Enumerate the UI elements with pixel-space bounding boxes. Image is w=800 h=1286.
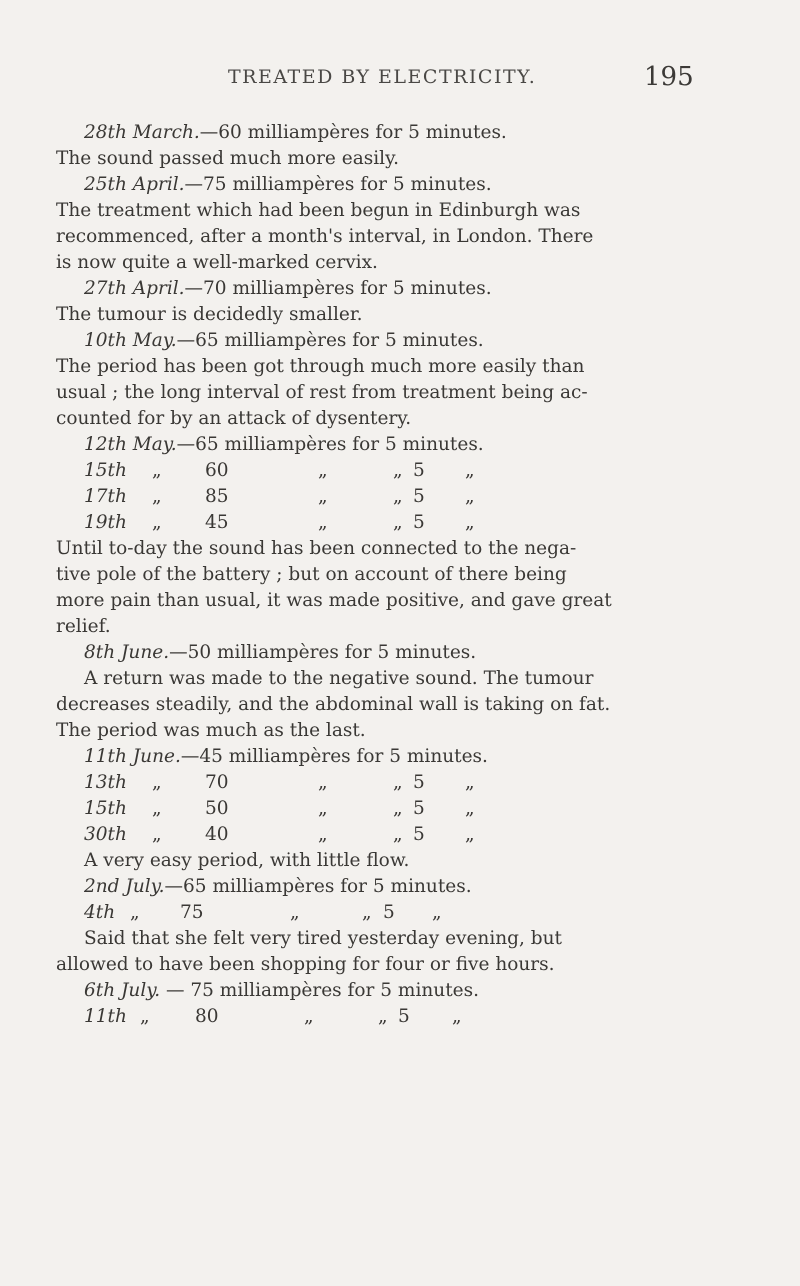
ditto-mark: „ <box>432 902 442 923</box>
ditto-mark: „ <box>152 824 162 845</box>
ditto-date: 11th <box>84 1006 127 1027</box>
entry-line <box>84 172 492 198</box>
ditto-mark: „ <box>318 486 328 507</box>
entry-dose: —65 milliampères for 5 minutes. <box>176 330 484 351</box>
entry-dose: —65 milliampères for 5 minutes. <box>176 434 484 455</box>
ditto-mark: „ <box>465 798 475 819</box>
ditto-milliamperes: 85 <box>205 486 229 507</box>
text-line: A return was made to the negative sound. The tumour <box>84 668 594 689</box>
text-line: recommenced, after a month's interval, in London. There <box>56 226 594 247</box>
ditto-row <box>0 796 800 822</box>
entry-date: 8th June. <box>84 642 170 663</box>
ditto-mark: „ <box>130 902 140 923</box>
ditto-date: 15th <box>84 460 127 481</box>
entry-date: 6th July. <box>84 980 161 1001</box>
ditto-row <box>0 484 800 510</box>
ditto-milliamperes: 70 <box>205 772 229 793</box>
entry-dose: —50 milliampères for 5 minutes. <box>169 642 477 663</box>
entry-dose: — 75 milliampères for 5 minutes. <box>160 980 479 1001</box>
ditto-minutes: 5 <box>413 512 425 533</box>
ditto-minutes: 5 <box>383 902 395 923</box>
ditto-minutes: 5 <box>413 824 425 845</box>
ditto-row <box>0 900 800 926</box>
ditto-row <box>0 510 800 536</box>
text-line: The treatment which had been begun in Edinburgh was <box>56 200 581 221</box>
ditto-date: 19th <box>84 512 127 533</box>
ditto-date: 4th <box>84 902 116 923</box>
ditto-date: 15th <box>84 798 127 819</box>
entry-dose: —60 milliampères for 5 minutes. <box>199 122 507 143</box>
entry-date: 28th March. <box>84 122 200 143</box>
ditto-mark: „ <box>465 512 475 533</box>
ditto-minutes: 5 <box>413 798 425 819</box>
ditto-mark: „ <box>152 486 162 507</box>
entry-dose: —75 milliampères for 5 minutes. <box>184 174 492 195</box>
ditto-mark: „ <box>465 460 475 481</box>
ditto-row <box>0 770 800 796</box>
text-line: relief. <box>56 616 111 637</box>
ditto-mark: „ <box>318 512 328 533</box>
ditto-mark: „ <box>152 798 162 819</box>
ditto-mark: „ <box>393 460 403 481</box>
entry-date: 2nd July. <box>84 876 165 897</box>
ditto-row <box>0 458 800 484</box>
entry-date: 10th May. <box>84 330 177 351</box>
ditto-milliamperes: 75 <box>180 902 204 923</box>
entry-line <box>84 744 488 770</box>
text-line: counted for by an attack of dysentery. <box>56 408 412 429</box>
ditto-mark: „ <box>465 486 475 507</box>
ditto-minutes: 5 <box>413 486 425 507</box>
ditto-mark: „ <box>318 460 328 481</box>
ditto-milliamperes: 60 <box>205 460 229 481</box>
text-line: decreases steadily, and the abdominal wall is taking on fat. <box>56 694 611 715</box>
ditto-minutes: 5 <box>398 1006 410 1027</box>
ditto-date: 30th <box>84 824 127 845</box>
entry-date: 11th June. <box>84 746 181 767</box>
ditto-date: 13th <box>84 772 127 793</box>
entry-date: 25th April. <box>84 174 185 195</box>
ditto-mark: „ <box>393 798 403 819</box>
text-line: allowed to have been shopping for four or five hours. <box>56 954 555 975</box>
ditto-milliamperes: 40 <box>205 824 229 845</box>
text-line: The sound passed much more easily. <box>56 148 399 169</box>
ditto-mark: „ <box>393 772 403 793</box>
ditto-minutes: 5 <box>413 460 425 481</box>
ditto-minutes: 5 <box>413 772 425 793</box>
ditto-mark: „ <box>318 772 328 793</box>
ditto-mark: „ <box>152 772 162 793</box>
entry-line <box>84 978 479 1004</box>
ditto-mark: „ <box>362 902 372 923</box>
ditto-milliamperes: 80 <box>195 1006 219 1027</box>
entry-line <box>84 874 472 900</box>
entry-date: 12th May. <box>84 434 177 455</box>
page-number: 195 <box>644 62 694 92</box>
ditto-mark: „ <box>465 824 475 845</box>
ditto-mark: „ <box>393 486 403 507</box>
entry-line <box>84 328 484 354</box>
ditto-mark: „ <box>393 512 403 533</box>
entry-line <box>84 432 484 458</box>
ditto-mark: „ <box>318 824 328 845</box>
ditto-mark: „ <box>304 1006 314 1027</box>
ditto-mark: „ <box>140 1006 150 1027</box>
text-line: more pain than usual, it was made positive, and gave great <box>56 590 612 611</box>
ditto-milliamperes: 50 <box>205 798 229 819</box>
text-line: The tumour is decidedly smaller. <box>56 304 363 325</box>
text-line: Said that she felt very tired yesterday evening, but <box>84 928 562 949</box>
ditto-mark: „ <box>465 772 475 793</box>
page-header <box>0 62 800 96</box>
entry-date: 27th April. <box>84 278 185 299</box>
ditto-date: 17th <box>84 486 127 507</box>
entry-dose: —70 milliampères for 5 minutes. <box>184 278 492 299</box>
ditto-mark: „ <box>393 824 403 845</box>
text-line: A very easy period, with little flow. <box>84 850 410 871</box>
ditto-mark: „ <box>318 798 328 819</box>
ditto-row <box>0 1004 800 1030</box>
entry-dose: —65 milliampères for 5 minutes. <box>164 876 472 897</box>
ditto-mark: „ <box>378 1006 388 1027</box>
ditto-mark: „ <box>290 902 300 923</box>
entry-line <box>84 120 507 146</box>
text-line: The period was much as the last. <box>56 720 366 741</box>
text-line: tive pole of the battery ; but on account of there being <box>56 564 567 585</box>
ditto-row <box>0 822 800 848</box>
entry-line <box>84 276 492 302</box>
text-line: The period has been got through much more easily than <box>56 356 585 377</box>
text-line: is now quite a well-marked cervix. <box>56 252 378 273</box>
entry-dose: —45 milliampères for 5 minutes. <box>180 746 488 767</box>
entry-line <box>84 640 476 666</box>
running-head: TREATED BY ELECTRICITY. <box>228 66 537 88</box>
text-line: Until to-day the sound has been connected to the nega- <box>56 538 577 559</box>
text-line: usual ; the long interval of rest from treatment being ac- <box>56 382 588 403</box>
ditto-mark: „ <box>152 512 162 533</box>
ditto-milliamperes: 45 <box>205 512 229 533</box>
ditto-mark: „ <box>152 460 162 481</box>
ditto-mark: „ <box>452 1006 462 1027</box>
